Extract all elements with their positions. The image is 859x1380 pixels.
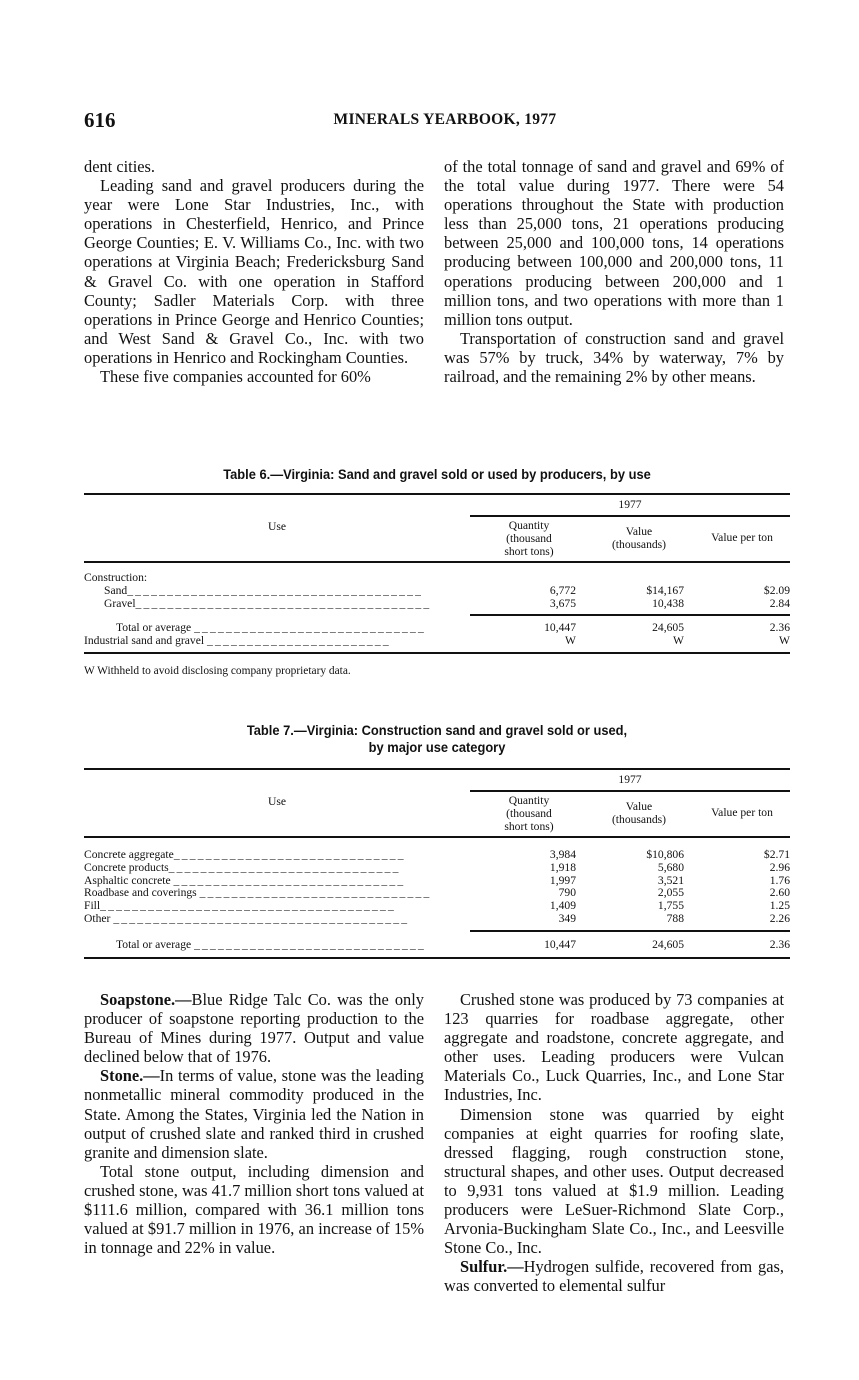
running-head xyxy=(84,108,790,132)
bottom-right-column xyxy=(444,990,784,1296)
book-title: MINERALS YEARBOOK, 1977 xyxy=(333,111,557,128)
paragraph-stone: Stone.—In terms of value, stone was the leading nonmetallic mineral commodity produced in the State. Among the States, Virginia led the Nation in output of crushed slate and ranked third in crushed granite and dimension slate. xyxy=(84,1066,424,1162)
table-total-row: Total or average _____________________________ 10,447 24,605 2.36 xyxy=(116,937,790,951)
paragraph: Crushed stone was produced by 73 companies at 123 quarries for roadbase aggregate, other aggregate and roadstone, concrete aggregate, and other uses. Leading producers were Vulcan Materials Co., Luck Quarries, Inc., and Lone Star Industries, Inc. xyxy=(444,990,784,1105)
table7 xyxy=(84,768,790,959)
col-header-year: 1977 xyxy=(618,498,642,511)
col-header-value-per-ton: Value per ton xyxy=(711,806,773,819)
table-row: Concrete products_____________________________ 1,918 5,680 2.96 xyxy=(84,860,790,874)
page-number: 616 xyxy=(84,108,116,132)
col-header-value-per-ton: Value per ton xyxy=(711,531,773,544)
paragraph: These five companies accounted for 60% xyxy=(100,367,371,387)
table-row: Asphaltic concrete _____________________________ 1,997 3,521 1.76 xyxy=(84,873,790,887)
table-group-label: Construction: xyxy=(84,572,148,584)
table-total-row: Total or average _____________________________ 10,447 24,605 2.36 xyxy=(116,621,790,635)
paragraph: of the total tonnage of sand and gravel and 69% of the total value during 1977. There were 54 operations throughout the State with production less than 25,000 tons, 21 operations producing between 25,000 and 100,000 tons, 14 operations producing between 100,000 and 200,000 tons, 11 operations producing between 200,000 and 1 million tons, and two operations with more than 1 million tons output. xyxy=(444,157,784,329)
table-row: Roadbase and coverings _____________________________ 790 2,055 2.60 xyxy=(84,886,790,900)
paragraph: Transportation of construction sand and gravel was 57% by truck, 34% by waterway, 7% by railroad, and the remaining 2% by other means. xyxy=(444,328,784,387)
col-header-use: Use xyxy=(267,795,287,808)
paragraph-soapstone: Soapstone.—Blue Ridge Talc Co. was the only producer of soapstone reporting production to the Bureau of Mines during 1977. Output and value declined below that of 1976. xyxy=(84,990,424,1067)
top-right-column xyxy=(444,157,784,386)
bottom-left-column xyxy=(84,990,424,1257)
col-header-quantity: Quantity (thousand short tons) xyxy=(504,519,554,558)
table-row: Other _____________________________________ 349 788 2.26 xyxy=(84,911,790,925)
table-row: Concrete aggregate_____________________________ 3,984 $10,806 $2.71 xyxy=(84,848,790,861)
col-header-use: Use xyxy=(267,520,287,533)
table7-title: Table 7.—Virginia: Construction sand and gravel sold or used, by major use category xyxy=(246,722,628,755)
paragraph-sulfur: Sulfur.—Hydrogen sulfide, recovered from gas, was converted to elemental sulfur xyxy=(444,1257,784,1296)
table7-header xyxy=(84,770,790,836)
col-header-value: Value (thousands) xyxy=(611,800,667,826)
table-row: Industrial sand and gravel _______________________ W W W xyxy=(84,634,790,648)
table-row: Gravel_____________________________________ 3,675 10,438 2.84 xyxy=(104,596,790,610)
paragraph: Total stone output, including dimension and crushed stone, was 41.7 million short tons valued at $111.6 million, compared with 36.1 million tons valued at $91.7 million in 1976, an increase of 15% in tonnage and 22% in value. xyxy=(84,1161,424,1258)
paragraph: Dimension stone was quarried by eight companies at eight quarries for roofing slate, dressed flagging, rough construction stone, structural shapes, and other uses. Output decreased to 9,931 tons valued at $1.9 million. Leading producers were LeSuer-Richmond Slate Corp., Arvonia-Buckingham Slate Co., Inc., and Leesville Stone Co., Inc. xyxy=(444,1104,784,1258)
table6-title: Table 6.—Virginia: Sand and gravel sold or used by producers, by use xyxy=(223,466,651,482)
paragraph: Leading sand and gravel producers during the year were Lone Star Industries, Inc., with operations in Chesterfield, Henrico, and Prince George Counties; E. V. Williams Co., Inc. with two operations at Virginia Beach; Fredericksburg Sand & Gravel Co. with one operation in Stafford County; Sadler Materials Corp. with three operations in Prince George and Henrico Counties; and West Sand & Gravel Co., Inc. with two operations in Henrico and Rockingham Counties. xyxy=(84,176,424,367)
table-row: Fill_____________________________________ 1,409 1,755 1.25 xyxy=(84,899,790,913)
col-header-year: 1977 xyxy=(618,773,642,786)
table6-header xyxy=(84,495,790,561)
top-left-column xyxy=(84,157,424,386)
table-row: Sand_____________________________________ 6,772 $14,167 $2.09 xyxy=(104,583,790,597)
paragraph: dent cities. xyxy=(84,157,156,176)
col-header-quantity: Quantity (thousand short tons) xyxy=(504,794,554,833)
table6 xyxy=(84,493,790,654)
table6-footnote: W Withheld to avoid disclosing company proprietary data. xyxy=(84,665,351,677)
col-header-value: Value (thousands) xyxy=(611,525,667,551)
